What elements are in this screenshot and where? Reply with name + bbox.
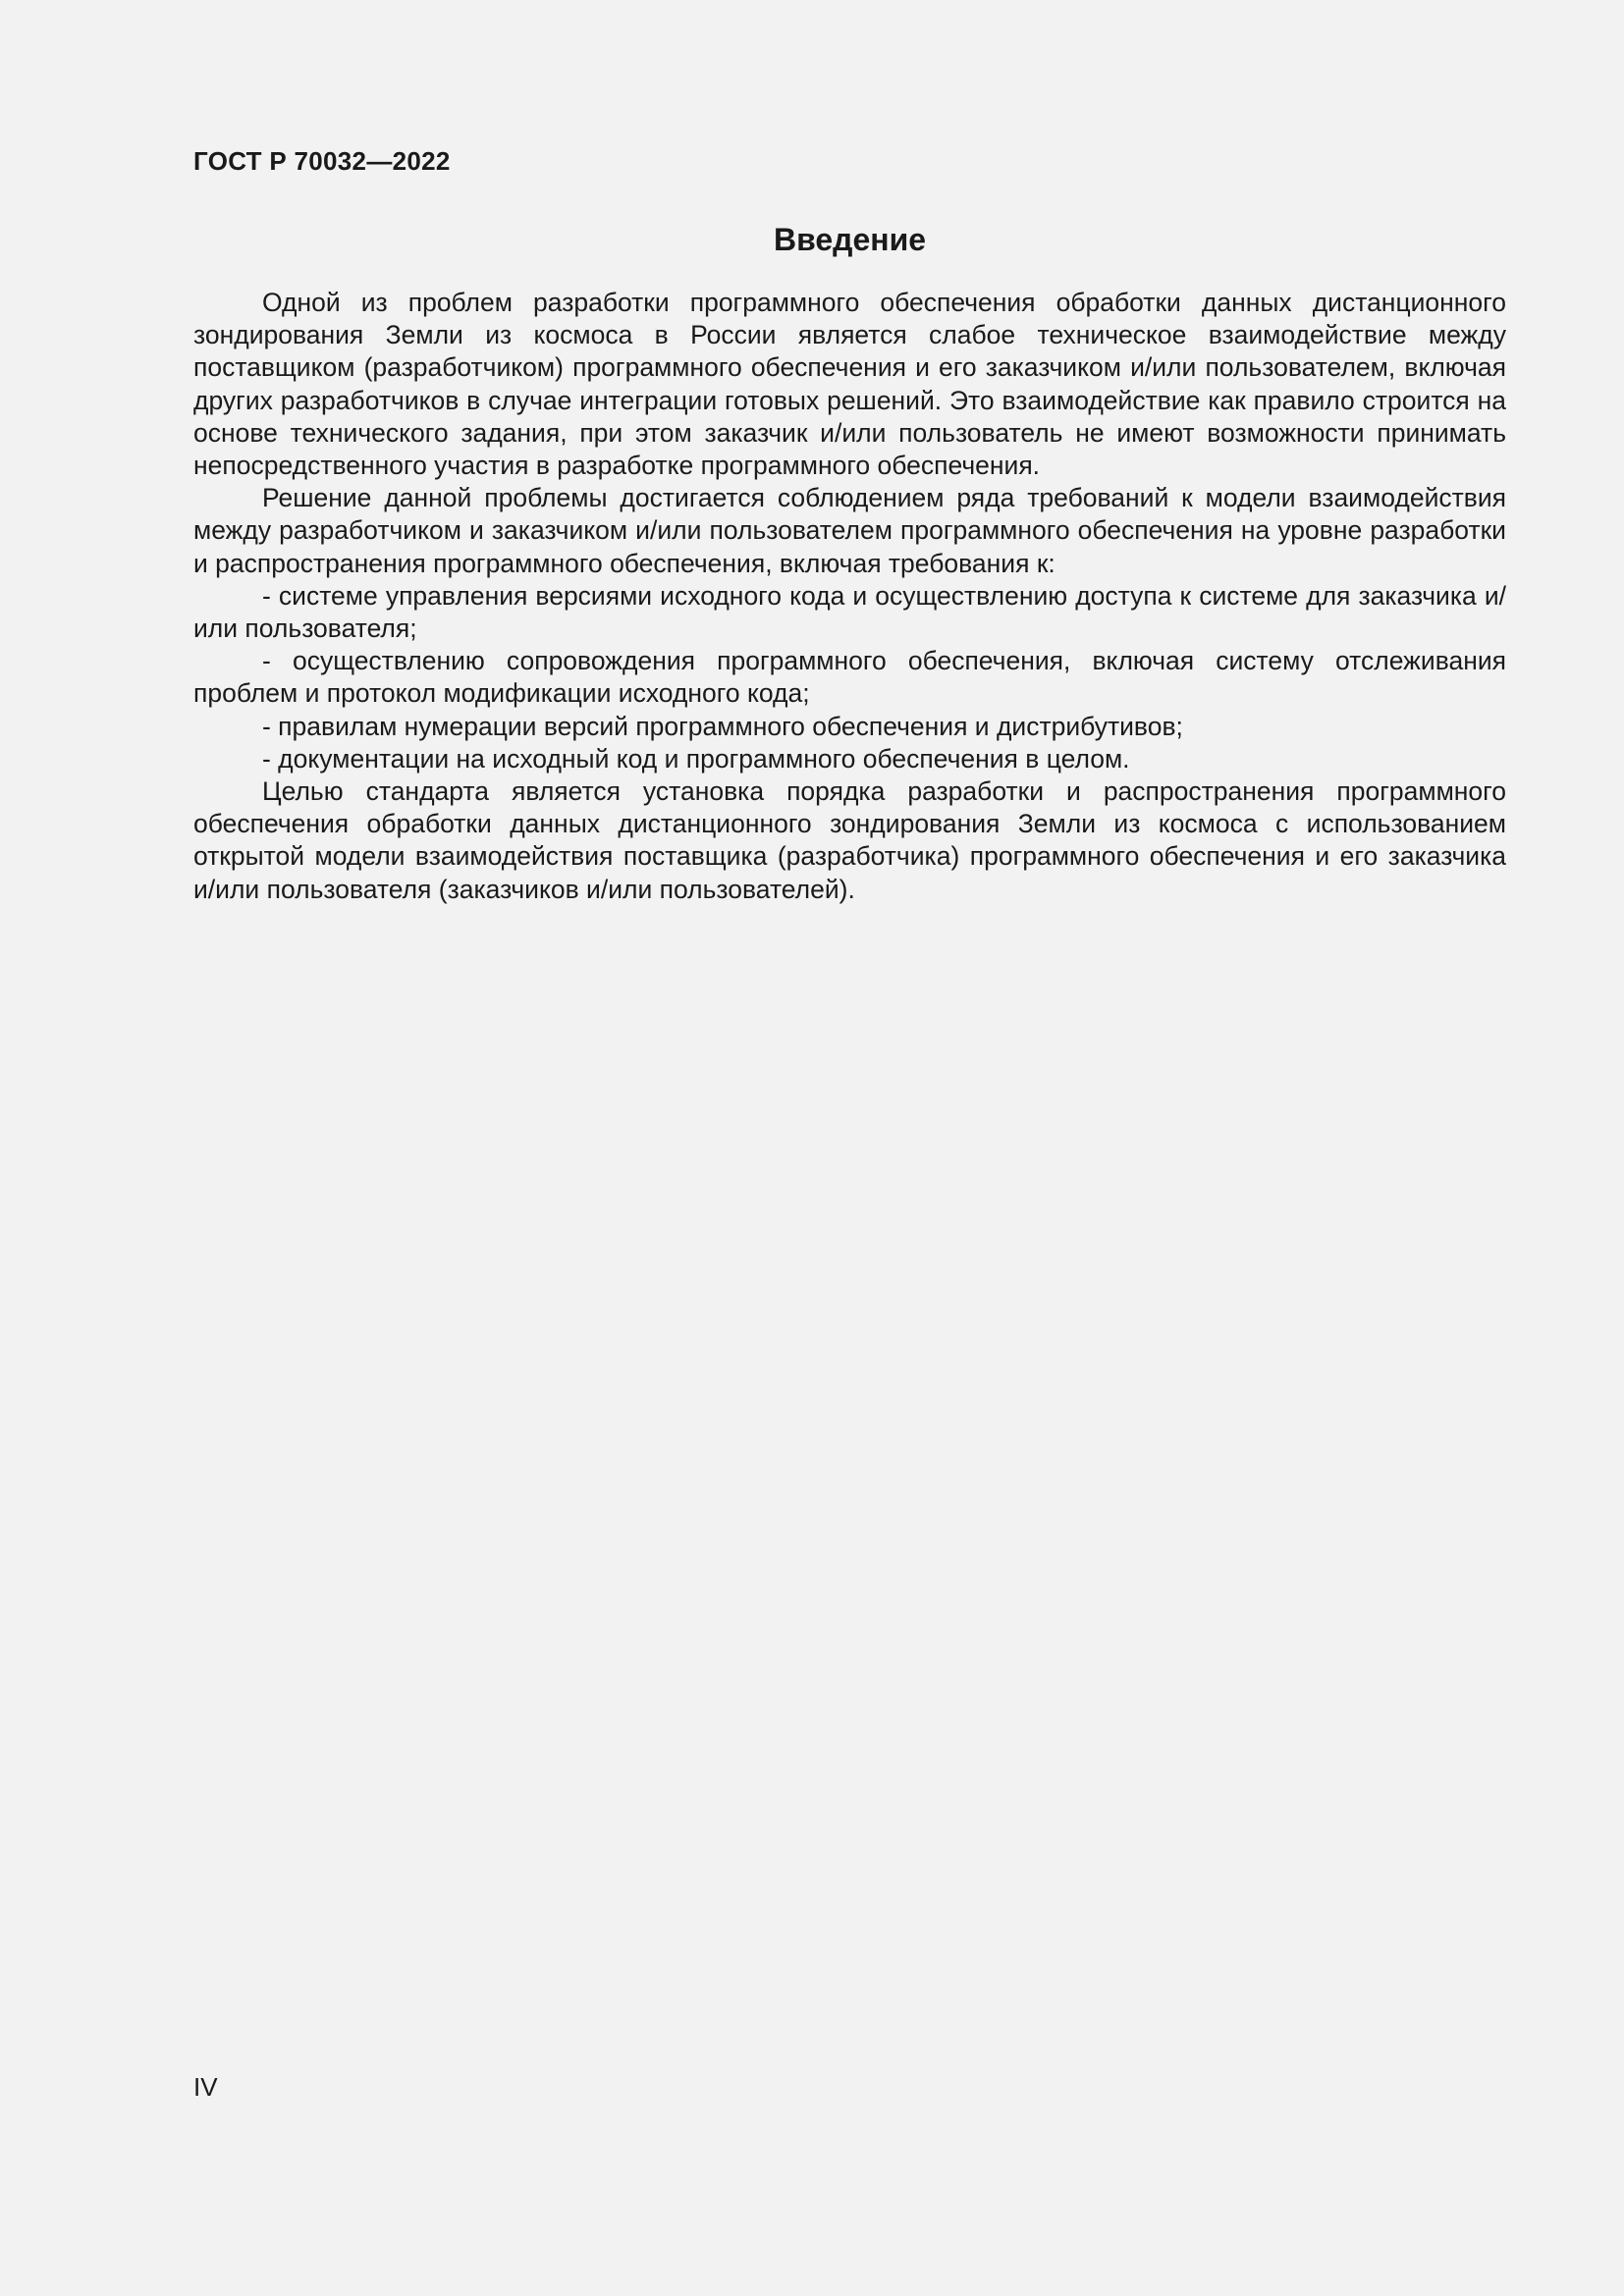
body-text <box>193 287 1506 906</box>
list-item-maintenance: - осуществлению сопровождения программного обеспечения, включая систему отслеживания проблем и протокол модификации исходного кода; <box>193 646 1506 709</box>
list-item-documentation: - документации на исходный код и программного обеспечения в целом. <box>262 743 1130 774</box>
paragraph-goal: Целью стандарта является установка порядка разработки и распространения программного обеспечения обработки данных дистанционного зондирования Земли из космоса с использованием открытой модели взаимодействия поставщика (разработчика) программного обеспечения и его заказчика и/или пользователя (заказчиков и/или пользователей). <box>193 776 1506 904</box>
list-item-version-numbering: - правилам нумерации версий программного обеспечения и дистрибутивов; <box>262 711 1183 741</box>
paragraph-problem: Одной из проблем разработки программного обеспечения обработки данных дистанционного зондирования Земли из космоса в России является слабое техническое взаимодействие между поставщиком (разработчиком) программного обеспечения и его заказчиком и/или пользователем, включая других разработчиков в случае интеграции готовых решений. Это взаимодействие как правило строится на основе технического задания, при этом заказчик и/или пользователь не имеют возможности принимать непосредственного участия в разработке программного обеспечения. <box>193 288 1506 481</box>
paragraph-solution: Решение данной проблемы достигается соблюдением ряда требований к модели взаимодействия между разработчиком и заказчиком и/или пользователем программного обеспечения на уровне разработки и распространения программного обеспечения, включая требования к: <box>193 483 1506 578</box>
section-title: Введение <box>773 222 927 257</box>
page-number: IV <box>193 2072 218 2102</box>
standard-code: ГОСТ Р 70032—2022 <box>193 146 451 176</box>
list-item-version-control: - системе управления версиями исходного кода и осуществлению доступа к системе для заказчика и/или пользователя; <box>193 580 1506 644</box>
